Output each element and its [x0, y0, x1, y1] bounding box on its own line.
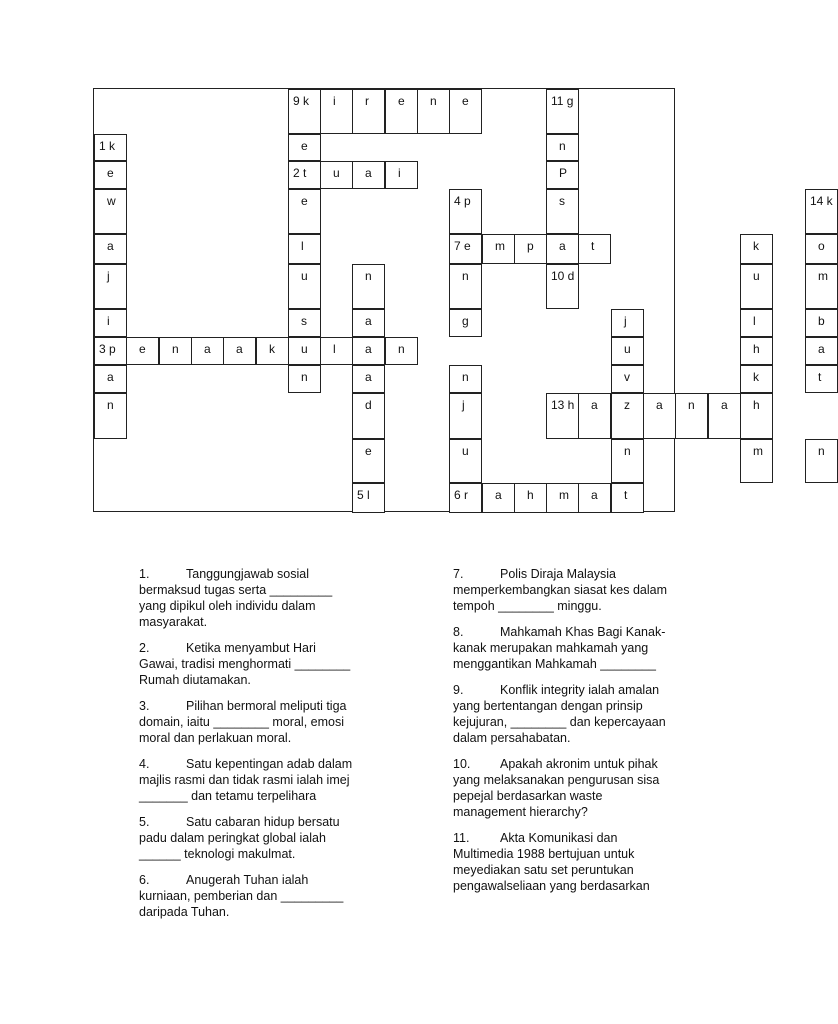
- crossword-cell: [611, 309, 644, 337]
- cell-letter: l: [333, 342, 336, 356]
- cell-letter: u: [301, 269, 308, 283]
- cell-letter: e: [301, 139, 308, 153]
- crossword-cell: [288, 161, 321, 189]
- cell-letter: u: [753, 269, 760, 283]
- clue-number: 5.: [139, 815, 150, 829]
- clue-text: Tanggungjawab sosial bermaksud tugas serta _________ yang dipikul oleh individu dalam masyarakat.: [139, 567, 333, 629]
- crossword-cell: [288, 309, 321, 337]
- cell-letter: z: [624, 398, 630, 412]
- crossword-cell: [740, 439, 773, 483]
- crossword-cell: [546, 134, 579, 161]
- crossword-cell: [320, 161, 353, 189]
- cell-letter: e: [462, 94, 469, 108]
- crossword-cell: [546, 483, 579, 513]
- crossword-cell: [352, 439, 385, 483]
- cell-letter: i: [107, 314, 110, 328]
- crossword-cell: [191, 337, 224, 365]
- cell-letter: e: [107, 166, 114, 180]
- crossword-cell: [352, 264, 385, 309]
- crossword-cell: [546, 161, 579, 189]
- clue-item: [139, 872, 369, 920]
- cell-letter: a: [591, 488, 598, 502]
- crossword-cell: [417, 89, 450, 134]
- crossword-cell: [675, 393, 708, 439]
- cell-letter: a: [204, 342, 211, 356]
- crossword-cell: [805, 365, 838, 393]
- cell-letter: n: [365, 269, 372, 283]
- cell-letter: n: [462, 269, 469, 283]
- cell-number: 7 e: [454, 239, 471, 253]
- cell-letter: a: [365, 314, 372, 328]
- cell-letter: n: [107, 398, 114, 412]
- cell-letter: i: [398, 166, 401, 180]
- cell-letter: n: [301, 370, 308, 384]
- cell-letter: a: [559, 239, 566, 253]
- crossword-cell: [288, 89, 321, 134]
- crossword-cell: [546, 264, 579, 309]
- crossword-cell: [223, 337, 256, 365]
- clue-number: 11.: [453, 831, 470, 845]
- crossword-cell: [611, 483, 644, 513]
- cell-letter: n: [559, 139, 566, 153]
- cell-letter: a: [591, 398, 598, 412]
- clue-text: Mahkamah Khas Bagi Kanak- kanak merupakan mahkamah yang menggantikan Mahkamah ________: [453, 625, 666, 671]
- crossword-cell: [449, 89, 482, 134]
- cell-letter: u: [624, 342, 631, 356]
- crossword-cell: [546, 393, 579, 439]
- clue-number: 1.: [139, 567, 150, 581]
- cell-letter: e: [398, 94, 405, 108]
- crossword-cell: [94, 161, 127, 189]
- cell-letter: g: [462, 314, 469, 328]
- cell-letter: a: [107, 239, 114, 253]
- crossword-cell: [805, 337, 838, 365]
- crossword-cell: [352, 309, 385, 337]
- cell-letter: b: [818, 314, 825, 328]
- crossword-cell: [352, 365, 385, 393]
- clue-number: 7.: [453, 567, 464, 581]
- clue-number: 2.: [139, 641, 150, 655]
- clue-text: Ketika menyambut Hari Gawai, tradisi menghormati ________ Rumah diutamakan.: [139, 641, 351, 687]
- crossword-cell: [94, 309, 127, 337]
- cell-letter: a: [365, 166, 372, 180]
- crossword-cell: [449, 264, 482, 309]
- cell-letter: h: [527, 488, 534, 502]
- crossword-cell: [449, 365, 482, 393]
- cell-letter: u: [301, 342, 308, 356]
- cell-letter: i: [333, 94, 336, 108]
- crossword-cell: [514, 483, 547, 513]
- crossword-cell: [352, 161, 385, 189]
- clue-item: [453, 756, 678, 820]
- crossword-cell: [482, 234, 515, 264]
- cell-number: 4 p: [454, 194, 471, 208]
- clue-text: Konflik integrity ialah amalan yang bertentangan dengan prinsip kejujuran, ________ dan kepercayaan dalam persahabatan.: [453, 683, 666, 745]
- cell-letter: v: [624, 370, 630, 384]
- crossword-cell: [611, 393, 644, 439]
- cell-letter: a: [365, 370, 372, 384]
- crossword-cell: [740, 393, 773, 439]
- cell-letter: n: [624, 444, 631, 458]
- crossword-cell: [288, 234, 321, 264]
- crossword-cell: [94, 134, 127, 161]
- clue-item: [453, 830, 678, 894]
- crossword-cell: [546, 234, 579, 264]
- clue-number: 3.: [139, 699, 150, 713]
- cell-letter: n: [430, 94, 437, 108]
- crossword-cell: [611, 439, 644, 483]
- crossword-cell: [805, 309, 838, 337]
- crossword-cell: [320, 89, 353, 134]
- cell-number: 11 g: [551, 94, 574, 108]
- cell-number: 14 k: [810, 194, 833, 208]
- clue-item: [139, 566, 369, 630]
- cell-letter: d: [365, 398, 372, 412]
- crossword-cell: [449, 483, 482, 513]
- crossword-cell: [385, 337, 418, 365]
- cell-letter: t: [624, 488, 628, 502]
- clue-number: 4.: [139, 757, 150, 771]
- crossword-cell: [805, 234, 838, 264]
- clue-list-left: [139, 566, 369, 930]
- cell-letter: u: [462, 444, 469, 458]
- cell-letter: a: [818, 342, 825, 356]
- clue-text: Akta Komunikasi dan Multimedia 1988 bertujuan untuk meyediakan satu set peruntukan pengawalseliaan yang berdasarkan: [453, 831, 650, 893]
- cell-letter: j: [107, 269, 110, 283]
- crossword-cell: [288, 337, 321, 365]
- crossword-cell: [288, 189, 321, 234]
- crossword-cell: [514, 234, 547, 264]
- crossword-cell: [159, 337, 192, 365]
- cell-letter: n: [172, 342, 179, 356]
- cell-letter: n: [462, 370, 469, 384]
- cell-letter: k: [753, 370, 759, 384]
- cell-number: 3 p: [99, 342, 116, 356]
- cell-letter: a: [495, 488, 502, 502]
- crossword-cell: [611, 365, 644, 393]
- crossword-cell: [449, 439, 482, 483]
- cell-letter: t: [591, 239, 595, 253]
- crossword-cell: [578, 234, 611, 264]
- cell-letter: a: [107, 370, 114, 384]
- crossword-cell: [740, 309, 773, 337]
- cell-letter: e: [139, 342, 146, 356]
- cell-number: 9 k: [293, 94, 310, 108]
- crossword-cell: [94, 264, 127, 309]
- crossword-cell: [288, 134, 321, 161]
- crossword-cell: [449, 189, 482, 234]
- cell-number: 6 r: [454, 488, 469, 502]
- crossword-cell: [740, 365, 773, 393]
- crossword-cell: [740, 337, 773, 365]
- cell-number: 13 h: [551, 398, 575, 412]
- crossword-grid: [93, 88, 833, 512]
- cell-letter: j: [624, 314, 627, 328]
- clue-item: [139, 698, 369, 746]
- clue-text: Satu kepentingan adab dalam majlis rasmi dan tidak rasmi ialah imej _______ dan tetamu terpelihara: [139, 757, 353, 803]
- clue-text: Pilihan bermoral meliputi tiga domain, iaitu ________ moral, emosi moral dan perlakuan moral.: [139, 699, 347, 745]
- cell-letter: n: [818, 444, 825, 458]
- cell-letter: a: [721, 398, 728, 412]
- crossword-cell: [740, 264, 773, 309]
- clue-text: Satu cabaran hidup bersatu padu dalam peringkat global ialah ______ teknologi makulmat.: [139, 815, 340, 861]
- crossword-cell: [126, 337, 159, 365]
- crossword-cell: [385, 89, 418, 134]
- cell-letter: e: [365, 444, 372, 458]
- crossword-cell: [805, 189, 838, 234]
- clue-text: Anugerah Tuhan ialah kurniaan, pemberian dan _________ daripada Tuhan.: [139, 873, 344, 919]
- crossword-cell: [352, 89, 385, 134]
- crossword-cell: [352, 393, 385, 439]
- crossword-cell: [740, 234, 773, 264]
- cell-letter: l: [301, 239, 304, 253]
- crossword-cell: [643, 393, 676, 439]
- crossword-cell: [805, 439, 838, 483]
- cell-letter: a: [236, 342, 243, 356]
- clue-number: 9.: [453, 683, 464, 697]
- cell-number: 5 l: [357, 488, 370, 502]
- clue-item: [139, 756, 369, 804]
- cell-letter: j: [462, 398, 465, 412]
- clue-item: [139, 640, 369, 688]
- cell-letter: e: [301, 194, 308, 208]
- crossword-cell: [708, 393, 741, 439]
- clue-item: [453, 682, 678, 746]
- crossword-cell: [805, 264, 838, 309]
- crossword-cell: [320, 337, 353, 365]
- cell-number: 2 t: [293, 166, 307, 180]
- crossword-cell: [578, 483, 611, 513]
- cell-letter: s: [301, 314, 307, 328]
- cell-letter: w: [107, 194, 116, 208]
- clue-number: 10.: [453, 757, 471, 771]
- cell-letter: n: [688, 398, 695, 412]
- cell-letter: t: [818, 370, 822, 384]
- cell-letter: h: [753, 398, 760, 412]
- cell-letter: o: [818, 239, 825, 253]
- clue-item: [139, 814, 369, 862]
- cell-letter: m: [818, 269, 828, 283]
- cell-letter: m: [495, 239, 505, 253]
- cell-letter: p: [527, 239, 534, 253]
- crossword-cell: [449, 309, 482, 337]
- crossword-cell: [288, 264, 321, 309]
- crossword-cell: [94, 365, 127, 393]
- crossword-cell: [385, 161, 418, 189]
- crossword-cell: [288, 365, 321, 393]
- clue-number: 8.: [453, 625, 464, 639]
- crossword-cell: [94, 189, 127, 234]
- cell-letter: k: [753, 239, 759, 253]
- clue-text: Polis Diraja Malaysia memperkembangkan siasat kes dalam tempoh ________ minggu.: [453, 567, 667, 613]
- cell-number: 10 d: [551, 269, 575, 283]
- clue-text: Apakah akronim untuk pihak yang melaksanakan pengurusan sisa pepejal berdasarkan waste management hierarchy?: [453, 757, 660, 819]
- cell-letter: m: [753, 444, 763, 458]
- crossword-cell: [546, 189, 579, 234]
- cell-letter: s: [559, 194, 565, 208]
- cell-letter: P: [559, 166, 568, 180]
- cell-letter: h: [753, 342, 760, 356]
- clue-item: [453, 566, 678, 614]
- clue-list-right: [453, 566, 678, 904]
- crossword-cell: [482, 483, 515, 513]
- clue-item: [453, 624, 678, 672]
- clue-number: 6.: [139, 873, 150, 887]
- cell-letter: l: [753, 314, 756, 328]
- cell-letter: u: [333, 166, 340, 180]
- crossword-cell: [94, 393, 127, 439]
- cell-letter: m: [559, 488, 569, 502]
- cell-letter: r: [365, 94, 369, 108]
- cell-letter: a: [656, 398, 663, 412]
- crossword-cells: [94, 89, 833, 511]
- crossword-cell: [94, 234, 127, 264]
- crossword-cell: [256, 337, 289, 365]
- crossword-cell: [449, 393, 482, 439]
- crossword-cell: [94, 337, 127, 365]
- cell-letter: k: [269, 342, 275, 356]
- cell-letter: a: [365, 342, 372, 356]
- crossword-cell: [352, 483, 385, 513]
- crossword-cell: [578, 393, 611, 439]
- crossword-cell: [546, 89, 579, 134]
- crossword-cell: [352, 337, 385, 365]
- crossword-cell: [449, 234, 482, 264]
- crossword-cell: [611, 337, 644, 365]
- cell-number: 1 k: [99, 139, 116, 153]
- cell-letter: n: [398, 342, 405, 356]
